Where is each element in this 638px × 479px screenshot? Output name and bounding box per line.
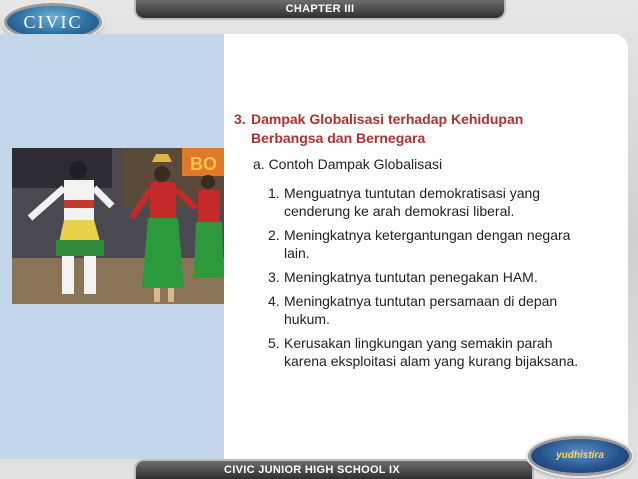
heading-line-1: Dampak Globalisasi terhadap Kehidupan <box>251 111 524 127</box>
item-text: Menguatnya tuntutan demokratisasi yang cenderung ke arah demokrasi liberal. <box>284 185 541 219</box>
footer-label: CIVIC JUNIOR HIGH SCHOOL IX <box>224 464 400 476</box>
svg-text:BO: BO <box>190 154 217 174</box>
yudhistira-logo <box>528 436 632 476</box>
list-item <box>268 226 598 262</box>
item-number: 3. <box>268 269 280 285</box>
section-heading <box>234 110 614 148</box>
impact-list <box>268 184 598 376</box>
heading-line-2: Berbangsa dan Bernegara <box>251 130 426 146</box>
list-item <box>268 334 598 370</box>
logo-text: CIVIC <box>23 11 83 32</box>
item-number: 1. <box>268 185 280 201</box>
item-number: 4. <box>268 293 280 309</box>
list-item <box>268 268 598 286</box>
item-number: 5. <box>268 335 280 351</box>
heading-number: 3. <box>234 111 246 127</box>
dancers-illustration <box>12 148 224 304</box>
chapter-title-bar <box>134 0 506 20</box>
dancers-photo <box>12 148 224 304</box>
list-item <box>268 184 598 220</box>
item-text: Meningkatnya tuntutan persamaan di depan hukum. <box>284 293 558 327</box>
chapter-title: CHAPTER III <box>285 3 355 15</box>
item-number: 2. <box>268 227 280 243</box>
item-text: Meningkatnya tuntutan penegakan HAM. <box>284 269 538 285</box>
item-text: Kerusakan lingkungan yang semakin parah karena eksploitasi alam yang kurang bijaksana. <box>284 335 579 369</box>
brand-name: yudhistira <box>556 450 604 461</box>
subheading: a. Contoh Dampak Globalisasi <box>253 156 443 172</box>
item-text: Meningkatnya ketergantungan dengan negara lain. <box>284 227 571 261</box>
list-item <box>268 292 598 328</box>
